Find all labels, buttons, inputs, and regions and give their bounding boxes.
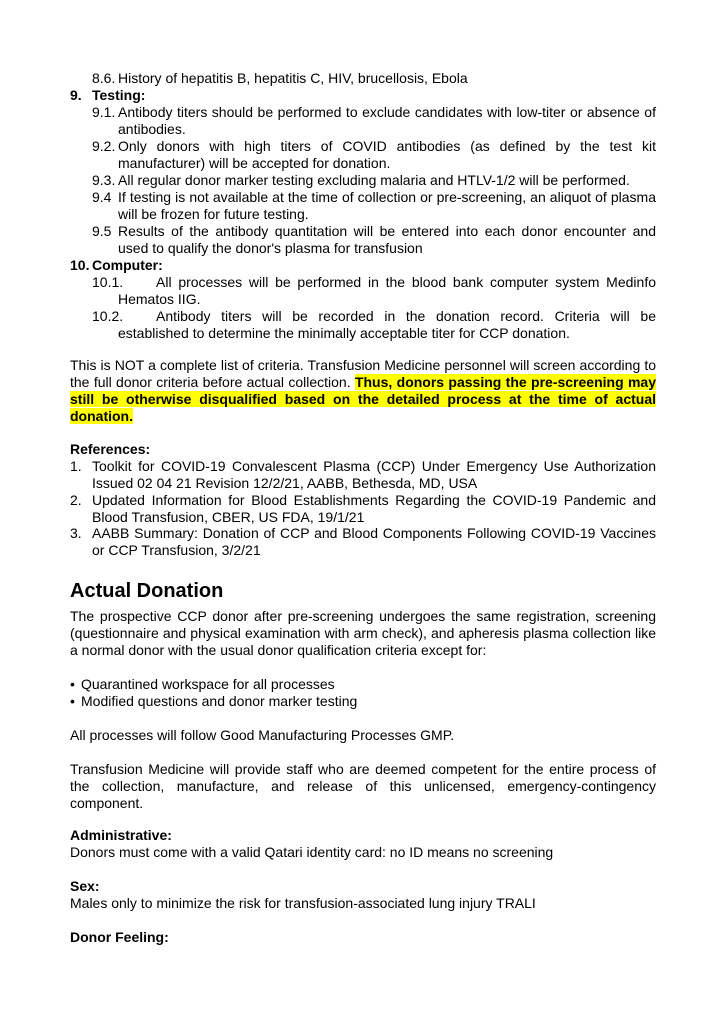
administrative-heading: Administrative: (70, 827, 172, 843)
donation-intro: The prospective CCP donor after pre-screening undergoes the same registration, screening (questionnaire and physical examination with arm check), and apheresis plasma collection like a normal donor with the usual donor qualification criteria except for: (70, 608, 656, 658)
list-item: Quarantined workspace for all processes (81, 676, 335, 692)
item-text: Only donors with high titers of COVID antibodies (as defined by the test kit manufacturer) will be accepted for donation. (118, 138, 656, 171)
reference-number: 1. (70, 458, 82, 474)
reference-text: Updated Information for Blood Establishments Regarding the COVID-19 Pandemic and Blood Transfusion, CBER, US FDA, 19/1/21 (92, 492, 656, 525)
section-number: 9. (70, 87, 82, 103)
staff-statement: Transfusion Medicine will provide staff who are deemed competent for the entire process of the collection, manufacture, and release of this unlicensed, emergency-contingency component. (70, 761, 656, 811)
bullet-icon: • (70, 676, 75, 692)
item-number: 9.2. (92, 138, 116, 154)
item-number: 10.1. (92, 274, 124, 290)
sex-heading: Sex: (70, 878, 100, 894)
item-text: Antibody titers will be recorded in the donation record. Criteria will be established to determine the minimally acceptable titer for CCP donation. (118, 308, 656, 341)
item-text: All processes will be performed in the blood bank computer system Medinfo Hematos IIG. (118, 274, 656, 307)
item-number: 8.6. (92, 70, 116, 86)
reference-number: 3. (70, 525, 82, 541)
criteria-note-text: This is NOT a complete list of criteria. Transfusion Medicine personnel will screen according to the full donor criteria before actual collection. (70, 357, 656, 390)
item-number: 9.1. (92, 104, 116, 120)
item-text: History of hepatitis B, hepatitis C, HIV, brucellosis, Ebola (118, 70, 468, 86)
criteria-note (70, 357, 656, 425)
administrative-text: Donors must come with a valid Qatari identity card: no ID means no screening (70, 844, 554, 860)
references-heading: References: (70, 441, 151, 457)
item-number: 9.3. (92, 172, 116, 188)
section-heading: Computer: (92, 257, 163, 273)
sex-text: Males only to minimize the risk for transfusion-associated lung injury TRALI (70, 895, 536, 911)
list-item: Modified questions and donor marker testing (81, 693, 358, 709)
reference-text: AABB Summary: Donation of CCP and Blood Components Following COVID-19 Vaccines or CCP Transfusion, 3/2/21 (92, 525, 656, 558)
section-title: Actual Donation (70, 580, 224, 602)
item-number: 9.4 (92, 189, 112, 205)
item-text: Antibody titers should be performed to exclude candidates with low-titer or absence of antibodies. (118, 104, 656, 137)
section-heading: Testing: (92, 87, 146, 103)
item-number: 10.2. (92, 308, 124, 324)
item-text: Results of the antibody quantitation will be entered into each donor encounter and used to qualify the donor's plasma for transfusion (118, 223, 656, 256)
bullet-icon: • (70, 693, 75, 709)
item-text: All regular donor marker testing excluding malaria and HTLV-1/2 will be performed. (118, 172, 630, 188)
section-number: 10. (70, 257, 90, 273)
reference-number: 2. (70, 492, 82, 508)
item-text: If testing is not available at the time of collection or pre-screening, an aliquot of plasma will be frozen for future testing. (118, 189, 656, 222)
gmp-statement: All processes will follow Good Manufacturing Processes GMP. (70, 727, 455, 743)
donor-feeling-heading: Donor Feeling: (70, 929, 169, 945)
item-number: 9.5 (92, 223, 112, 239)
criteria-note-highlight: Thus, donors passing the pre-screening may still be otherwise disqualified based on the detailed process at the time of actual donation. (70, 374, 656, 424)
reference-text: Toolkit for COVID-19 Convalescent Plasma (CCP) Under Emergency Use Authorization Issued 02 04 21 Revision 12/2/21, AABB, Bethesda, MD, USA (92, 458, 656, 491)
